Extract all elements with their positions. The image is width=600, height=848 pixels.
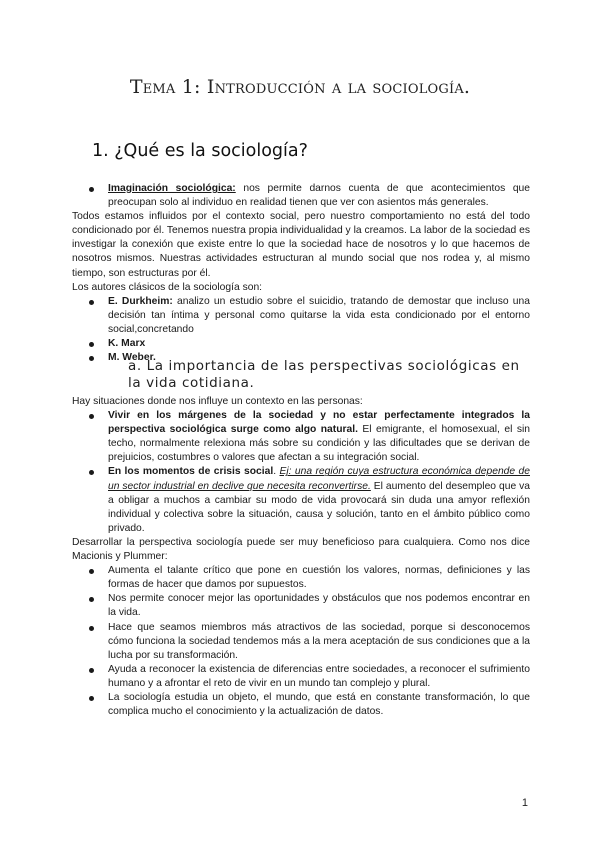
subsection-body xyxy=(72,395,530,719)
section-heading: 1. ¿Qué es la sociología? xyxy=(92,141,308,161)
subsection-heading: a. La importancia de las perspectivas sociológicas en la vida cotidiana. xyxy=(128,358,520,391)
item-text: El emigrante, el homosexual, el sin techo, normalmente relexiona más sobre su condición y las dificultades que se derivan de prejuicios, costumbres o valores que afectan a su integración social. xyxy=(108,424,530,464)
term: Imaginación sociológica: xyxy=(108,183,236,194)
paragraph: Desarrollar la perspectiva sociología puede ser muy beneficioso para cualquiera. Como nos dice Macionis y Plummer: xyxy=(72,536,530,563)
benefits-list xyxy=(72,564,530,719)
item-sep: . xyxy=(273,466,280,478)
paragraph: Los autores clásicos de la sociología son: xyxy=(72,281,263,293)
list-item: La sociología estudia un objeto, el mundo, que está en constante transformación, lo que complica mucho el conocimiento y la actualización de datos. xyxy=(72,691,530,719)
list-item: Nos permite conocer mejor las oportunidades y obstáculos que nos podemos encontrar en la vida. xyxy=(72,592,530,620)
author-text: analizo un estudio sobre el suicidio, tratando de demostar que incluso una decisión tan íntima y personal como quitarse la vida esta condicionado por el entorno social,concretando xyxy=(108,295,530,335)
author-name: K. Marx xyxy=(108,338,146,350)
item-bold: En los momentos de crisis social xyxy=(108,466,274,478)
author-name: E. Durkheim: xyxy=(108,295,173,307)
paragraph: Hay situaciones donde nos influye un contexto en las personas: xyxy=(72,396,363,407)
list-item: Hace que seamos miembros más atractivos de las sociedad, porque si desconocemos cómo funciona la sociedad tendemos más a la mera aceptación de sus condiciones que a la lucha por su transformación. xyxy=(72,621,530,663)
item-bold: Vivir en los márgenes de la sociedad y no estar perfectamente integrados la perspectiva sociológica surge como algo natural. xyxy=(108,410,530,436)
page-title: Tema 1: Introducción a la sociología. xyxy=(129,76,471,98)
authors-list xyxy=(72,295,530,365)
item-text: El aumento del desempleo que va a obligar a muchos a cambiar su modo de vida provocará sin duda una amyor reflexión individual y colectiva sobre la situación, causa y solución, tanto en el ámbito público como privado. xyxy=(108,480,531,534)
example-text: Ej: una región cuya estructura económica depende de un sector industrial en declive que necesita reconvertirse. xyxy=(108,466,530,492)
author-name: M. Weber. xyxy=(108,352,156,364)
list-item: Aumenta el talante crítico que pone en cuestión los valores, normas, definiciones y las formas de hacer que damos por supuestos. xyxy=(72,564,530,592)
list-item: Ayuda a reconocer la existencia de diferencias entre sociedades, a reconocer el sufrimiento humano y a afrontar el reto de vivir en un mundo tan complejo y plural. xyxy=(72,663,530,691)
paragraph: Todos estamos influidos por el contexto social, pero nuestro comportamiento no está del todo condicionado por él. Tenemos nuestra propia individualidad y la creamos. La labor de la sociedad es investigar la conexión que existe entre lo que la sociedad hace de nosotros y lo que hacemos de nosotros mismos. Nuestras actividades estructuran al mundo social que nos rodea y, al mismo tiempo, son estructuras por él. xyxy=(72,211,530,279)
list-item xyxy=(72,182,530,210)
section-body xyxy=(72,182,530,365)
list-item xyxy=(72,295,530,337)
page-number: 1 xyxy=(521,797,528,809)
term-text: nos permite darnos cuenta de que acontecimientos que preocupan solo al individuo en realidad tienen que ver con asientos más generales. xyxy=(108,183,530,209)
bullet-list xyxy=(72,182,530,210)
list-item xyxy=(72,465,530,535)
bullet-list xyxy=(72,409,530,536)
list-item xyxy=(72,409,530,465)
list-item xyxy=(72,337,530,351)
